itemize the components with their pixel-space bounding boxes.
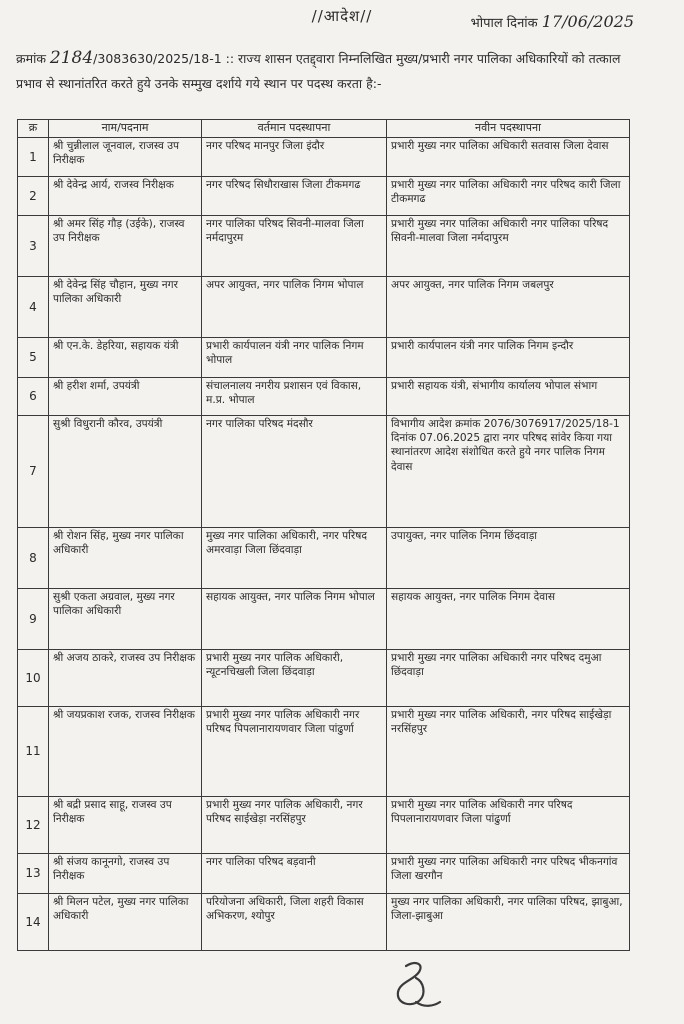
serial-number: 9 bbox=[18, 589, 49, 650]
officer-name: सुश्री एकता अग्रवाल, मुख्य नगर पालिका अधिकारी bbox=[49, 589, 202, 650]
serial-number: 1 bbox=[18, 138, 49, 177]
serial-number: 6 bbox=[18, 378, 49, 416]
new-posting: मुख्य नगर पालिका अधिकारी, नगर पालिका परिषद, झाबुआ, जिला-झाबुआ bbox=[387, 894, 630, 951]
officer-name: श्री रोशन सिंह, मुख्य नगर पालिका अधिकारी bbox=[49, 528, 202, 589]
header-serial: क्र bbox=[18, 120, 49, 138]
table-row bbox=[18, 338, 630, 378]
current-posting: मुख्य नगर पालिका अधिकारी, नगर परिषद अमरवाड़ा जिला छिंदवाड़ा bbox=[202, 528, 387, 589]
new-posting: प्रभारी मुख्य नगर पालिका अधिकारी नगर परिषद भीकनगांव जिला खरगौन bbox=[387, 854, 630, 894]
table-row bbox=[18, 797, 630, 854]
table-row bbox=[18, 650, 630, 707]
serial-number: 3 bbox=[18, 216, 49, 277]
officer-name: श्री संजय कानूनगो, राजस्व उप निरीक्षक bbox=[49, 854, 202, 894]
intro-paragraph bbox=[16, 46, 628, 96]
header-current-posting: वर्तमान पदस्थापना bbox=[202, 120, 387, 138]
table-row bbox=[18, 589, 630, 650]
table-row bbox=[18, 216, 630, 277]
current-posting: सहायक आयुक्त, नगर पालिक निगम भोपाल bbox=[202, 589, 387, 650]
officer-name: श्री देवेन्द्र सिंह चौहान, मुख्य नगर पालिका अधिकारी bbox=[49, 277, 202, 338]
intro-text: /3083630/2025/18-1 :: राज्य शासन एतद्द्वारा निम्नलिखित मुख्य/प्रभारी नगर पालिका अधिकारियों को तत्काल प्रभाव से स्थानांतरित करते हुये उनके सम्मुख दर्शाये गये स्थान पर पदस्थ करता है:- bbox=[16, 51, 621, 91]
table-row bbox=[18, 138, 630, 177]
officer-name: श्री देवेन्द्र आर्य, राजस्व निरीक्षक bbox=[49, 177, 202, 216]
officer-name: सुश्री विधुरानी कौरव, उपयंत्री bbox=[49, 416, 202, 528]
serial-number: 11 bbox=[18, 707, 49, 797]
current-posting: नगर परिषद सिधौराखास जिला टीकमगढ bbox=[202, 177, 387, 216]
current-posting: परियोजना अधिकारी, जिला शहरी विकास अभिकरण, श्योपुर bbox=[202, 894, 387, 951]
current-posting: अपर आयुक्त, नगर पालिक निगम भोपाल bbox=[202, 277, 387, 338]
new-posting: प्रभारी कार्यपालन यंत्री नगर पालिक निगम इन्दौर bbox=[387, 338, 630, 378]
officer-name: श्री बद्री प्रसाद साहू, राजस्व उप निरीक्षक bbox=[49, 797, 202, 854]
officer-name: श्री मिलन पटेल, मुख्य नगर पालिका अधिकारी bbox=[49, 894, 202, 951]
new-posting: प्रभारी मुख्य नगर पालिक अधिकारी, नगर परिषद साईखेड़ा नरसिंहपुर bbox=[387, 707, 630, 797]
current-posting: नगर पालिका परिषद मंदसौर bbox=[202, 416, 387, 528]
serial-number: 7 bbox=[18, 416, 49, 528]
serial-number: 4 bbox=[18, 277, 49, 338]
current-posting: नगर पालिका परिषद बड़वानी bbox=[202, 854, 387, 894]
current-posting: प्रभारी कार्यपालन यंत्री नगर पालिक निगम भोपाल bbox=[202, 338, 387, 378]
officer-name: श्री अजय ठाकरे, राजस्व उप निरीक्षक bbox=[49, 650, 202, 707]
table-row bbox=[18, 894, 630, 951]
table-row bbox=[18, 277, 630, 338]
officer-name: श्री जयप्रकाश रजक, राजस्व निरीक्षक bbox=[49, 707, 202, 797]
table-row bbox=[18, 707, 630, 797]
new-posting: प्रभारी मुख्य नगर पालिका अधिकारी नगर परिषद दमुआ छिंदवाड़ा bbox=[387, 650, 630, 707]
date-label: भोपाल दिनांक bbox=[470, 16, 538, 31]
transfer-table bbox=[17, 119, 630, 951]
serial-number: 13 bbox=[18, 854, 49, 894]
reference-prefix: क्रमांक bbox=[16, 51, 46, 66]
serial-number: 12 bbox=[18, 797, 49, 854]
table-row bbox=[18, 854, 630, 894]
current-posting: नगर परिषद मानपुर जिला इंदौर bbox=[202, 138, 387, 177]
serial-number: 2 bbox=[18, 177, 49, 216]
date-value: 17/06/2025 bbox=[541, 12, 634, 31]
current-posting: संचालनालय नगरीय प्रशासन एवं विकास, म.प्र. भोपाल bbox=[202, 378, 387, 416]
new-posting: प्रभारी सहायक यंत्री, संभागीय कार्यालय भोपाल संभाग bbox=[387, 378, 630, 416]
current-posting: प्रभारी मुख्य नगर पालिक अधिकारी, न्यूटनचिखली जिला छिंदवाड़ा bbox=[202, 650, 387, 707]
new-posting: प्रभारी मुख्य नगर पालिका अधिकारी नगर परिषद कारी जिला टीकमगढ bbox=[387, 177, 630, 216]
header-new-posting: नवीन पदस्थापना bbox=[387, 120, 630, 138]
signature-mark bbox=[386, 958, 442, 1012]
officer-name: श्री एन.के. डेहरिया, सहायक यंत्री bbox=[49, 338, 202, 378]
serial-number: 8 bbox=[18, 528, 49, 589]
order-title: //आदेश// bbox=[311, 7, 373, 25]
table-row bbox=[18, 416, 630, 528]
current-posting: नगर पालिका परिषद सिवनी-मालवा जिला नर्मदापुरम bbox=[202, 216, 387, 277]
date-line bbox=[471, 12, 634, 31]
new-posting: अपर आयुक्त, नगर पालिक निगम जबलपुर bbox=[387, 277, 630, 338]
new-posting: विभागीय आदेश क्रमांक 2076/3076917/2025/18-1 दिनांक 07.06.2025 द्वारा नगर परिषद सांवेर किया गया स्थानांतरण आदेश संशोधित करते हुये नगर पालिक निगम देवास bbox=[387, 416, 630, 528]
officer-name: श्री चुन्नीलाल जूनवाल, राजस्व उप निरीक्षक bbox=[49, 138, 202, 177]
table-row bbox=[18, 177, 630, 216]
table-row bbox=[18, 528, 630, 589]
table-header-row bbox=[18, 120, 630, 138]
new-posting: प्रभारी मुख्य नगर पालिका अधिकारी नगर पालिका परिषद सिवनी-मालवा जिला नर्मदापुरम bbox=[387, 216, 630, 277]
table-row bbox=[18, 378, 630, 416]
current-posting: प्रभारी मुख्य नगर पालिक अधिकारी नगर परिषद पिपलानारायणवार जिला पांढुर्णा bbox=[202, 707, 387, 797]
header-name-designation: नाम/पदनाम bbox=[49, 120, 202, 138]
new-posting: प्रभारी मुख्य नगर पालिक अधिकारी नगर परिषद पिपलानारायणवार जिला पांढुर्णा bbox=[387, 797, 630, 854]
new-posting: सहायक आयुक्त, नगर पालिक निगम देवास bbox=[387, 589, 630, 650]
serial-number: 10 bbox=[18, 650, 49, 707]
reference-number-handwritten: 2184 bbox=[49, 48, 94, 68]
current-posting: प्रभारी मुख्य नगर पालिक अधिकारी, नगर परिषद साईखेड़ा नरसिंहपुर bbox=[202, 797, 387, 854]
new-posting: प्रभारी मुख्य नगर पालिका अधिकारी सतवास जिला देवास bbox=[387, 138, 630, 177]
serial-number: 5 bbox=[18, 338, 49, 378]
officer-name: श्री अमर सिंह गौड़ (उईके), राजस्व उप निरीक्षक bbox=[49, 216, 202, 277]
serial-number: 14 bbox=[18, 894, 49, 951]
officer-name: श्री हरीश शर्मा, उपयंत्री bbox=[49, 378, 202, 416]
new-posting: उपायुक्त, नगर पालिक निगम छिंदवाड़ा bbox=[387, 528, 630, 589]
